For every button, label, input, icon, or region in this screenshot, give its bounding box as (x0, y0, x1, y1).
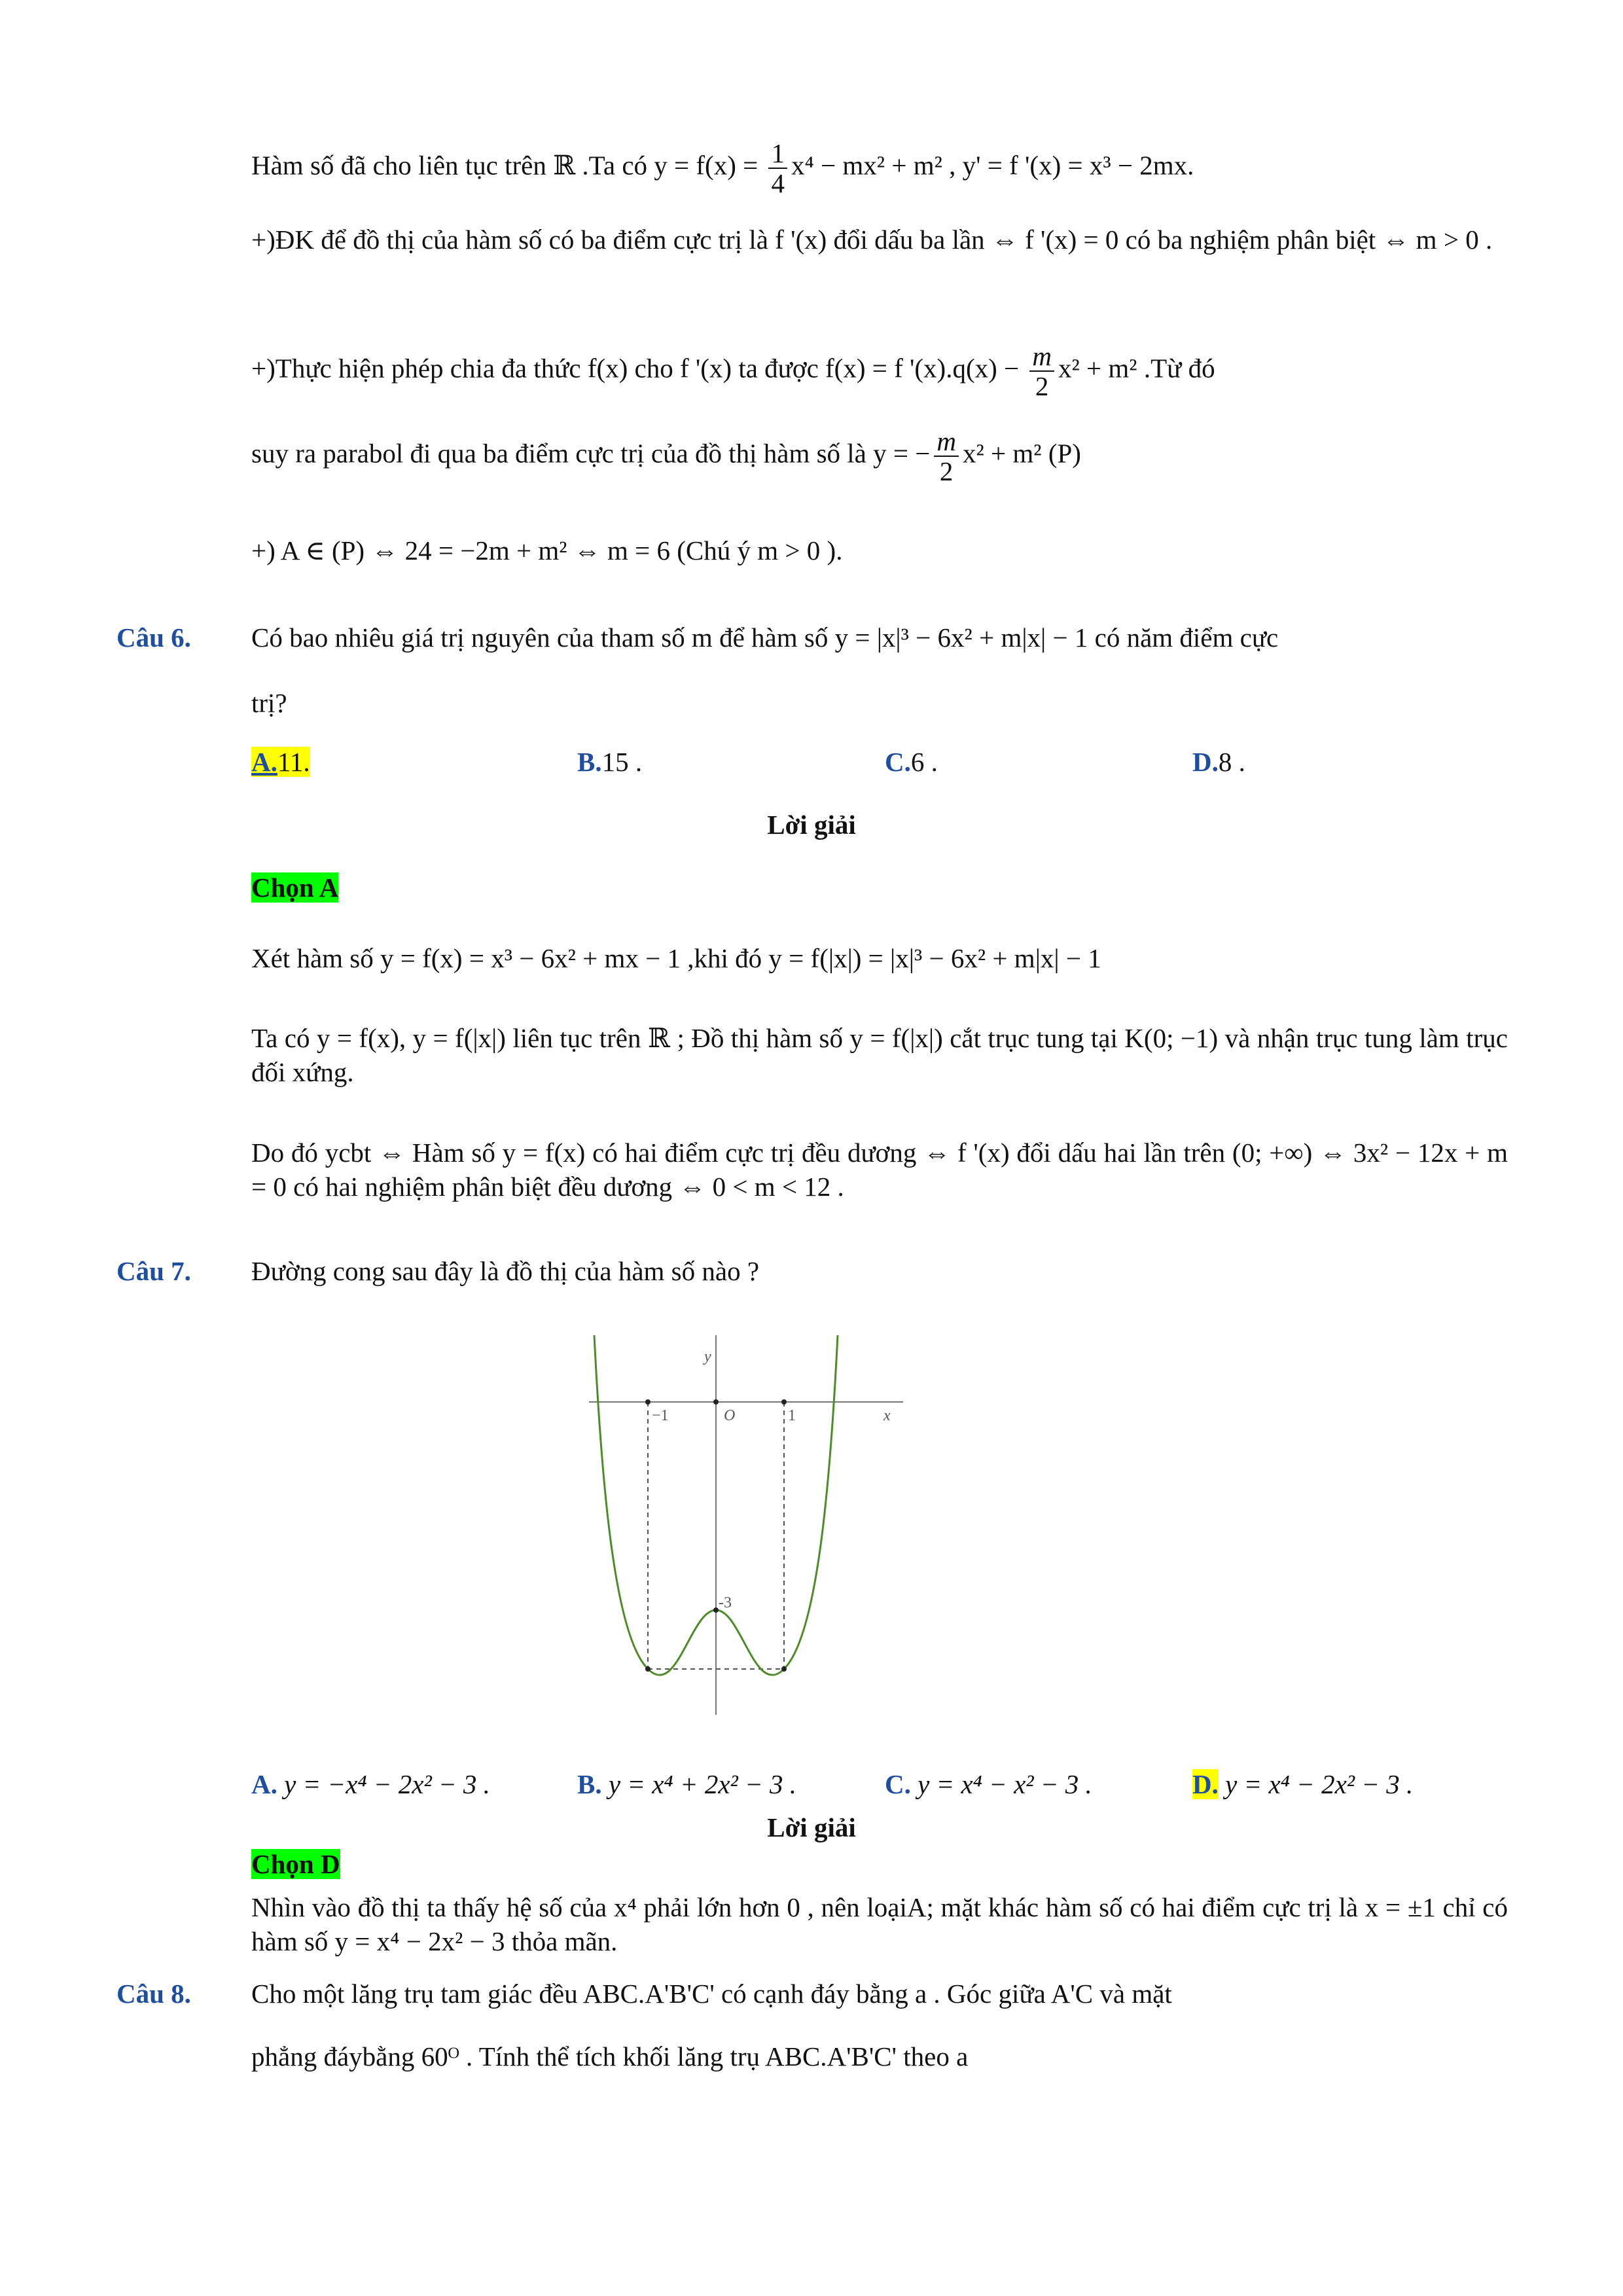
question-7-text: Đường cong sau đây là đồ thị của hàm số nào ? (251, 1256, 760, 1286)
sol5-line1-b: x⁴ − mx² + m² , y' = f '(x) = x³ − 2mx. (791, 150, 1194, 181)
q7-solution-title: Lời giải (767, 1812, 856, 1842)
sol5-line4-a: suy ra parabol đi qua ba điểm cực trị của đồ thị hàm số là y = − (251, 438, 931, 469)
q6-solution-line3: Do đó ycbt ⇔ Hàm số y = f(x) có hai điểm cực trị đều dương ⇔ f '(x) đổi dấu hai lần trên (0; +∞) ⇔ 3x² − 12x + m = 0 có hai nghiệm phân biệt đều dương ⇔ 0 < m < 12 . (251, 1138, 1508, 1202)
q7-option-c[interactable] (885, 1767, 1092, 1801)
fraction-numerator: m (934, 427, 959, 457)
option-c-value: 6 . (910, 747, 938, 777)
option-a-value: 11. (277, 747, 310, 777)
point-x-neg1 (645, 1399, 651, 1405)
fraction-denominator: 2 (1035, 371, 1049, 401)
option-a-value: y = −x⁴ − 2x² − 3 . (284, 1769, 490, 1799)
q6-solution-line2: Ta có y = f(x), y = f(|x|) liên tục trên ℝ ; Đồ thị hàm số y = f(|x|) cắt trục tung tại K(0; −1) và nhận trục tung làm trục đối xứng. (251, 1023, 1508, 1087)
question-6-text-2: trị? (251, 688, 287, 718)
option-b-label: B. (577, 1769, 602, 1799)
chosen-answer-badge: Chọn D (251, 1849, 340, 1879)
q6-solution-line1: Xét hàm số y = f(x) = x³ − 6x² + mx − 1 ,khi đó y = f(|x|) = |x|³ − 6x² + m|x| − 1 (251, 943, 1101, 973)
local-maximum-point (713, 1607, 719, 1613)
sol5-line1 (251, 139, 1194, 198)
option-d-label: D. (1192, 747, 1219, 777)
chosen-answer-badge: Chọn A (251, 872, 339, 903)
point-x-pos1 (781, 1399, 787, 1405)
q7-chosen-answer (251, 1847, 340, 1881)
sol5-line3-a: +)Thực hiện phép chia đa thức f(x) cho f '(x) ta được f(x) = f '(x).q(x) − (251, 353, 1026, 384)
fraction-numerator: m (1029, 342, 1054, 372)
q6-option-d[interactable] (1192, 745, 1245, 779)
x-axis-label: x (883, 1407, 891, 1424)
option-c-label: C. (885, 747, 911, 777)
q7-option-a[interactable] (251, 1767, 490, 1801)
y-axis-label: y (704, 1348, 711, 1365)
q6-option-c[interactable] (885, 745, 938, 779)
q7-option-d[interactable] (1192, 1767, 1413, 1801)
option-d-value: y = x⁴ − 2x² − 3 . (1225, 1769, 1414, 1799)
q6-chosen-answer (251, 870, 338, 905)
tick-label-neg3: -3 (719, 1594, 732, 1611)
tick-label-neg1: −1 (652, 1407, 669, 1424)
fraction-denominator: 2 (939, 456, 954, 486)
question-7-label: Câu 7. (116, 1256, 191, 1286)
minimum-point-right (781, 1666, 787, 1672)
sol5-line4-b: x² + m² (P) (962, 438, 1081, 469)
option-a-label: A. (251, 747, 277, 777)
sol5-line4 (251, 427, 1081, 486)
option-b-label: B. (577, 747, 602, 777)
q6-solution-title: Lời giải (767, 810, 856, 840)
q7-solution-line1: Nhìn vào đồ thị ta thấy hệ số của x⁴ phải lớn hơn 0 , nên loạiA; mặt khác hàm số có hai điểm cực trị là x = ±1 chỉ có hàm số y = x⁴ − 2x² − 3 thỏa mãn. (251, 1892, 1508, 1956)
option-a-label: A. (251, 1769, 277, 1799)
fraction (934, 427, 959, 486)
option-c-label: C. (885, 1769, 911, 1799)
question-6-label: Câu 6. (116, 622, 191, 653)
sol5-line5: +) A ∈ (P) ⇔ 24 = −2m + m² ⇔ m = 6 (Chú ý m > 0 ). (251, 535, 843, 565)
origin-label: O (724, 1407, 736, 1424)
question-8-text: Cho một lăng trụ tam giác đều ABC.A'B'C' có cạnh đáy bằng a . Góc giữa A'C và mặt (251, 1979, 1172, 2009)
q6-option-a[interactable] (251, 745, 310, 779)
sol5-line3 (251, 342, 1215, 401)
question-8-label: Câu 8. (116, 1979, 191, 2009)
q7-option-b[interactable] (577, 1767, 796, 1801)
option-b-value: 15 . (601, 747, 643, 777)
fraction-denominator: 4 (771, 168, 785, 198)
minimum-point-left (645, 1666, 651, 1672)
q6-option-b[interactable] (577, 745, 642, 779)
tick-label-pos1: 1 (788, 1407, 796, 1424)
option-b-value: y = x⁴ + 2x² − 3 . (608, 1769, 796, 1799)
origin-point (713, 1399, 719, 1405)
function-graph (576, 1322, 916, 1728)
option-c-value: y = x⁴ − x² − 3 . (918, 1769, 1092, 1799)
question-6-text: Có bao nhiêu giá trị nguyên của tham số m để hàm số y = |x|³ − 6x² + m|x| − 1 có năm điểm cực (251, 622, 1279, 653)
fraction (768, 139, 787, 198)
option-d-value: 8 . (1218, 747, 1245, 777)
question-8-text-2: phẳng đáybằng 60ᴼ . Tính thể tích khối lăng trụ ABC.A'B'C' theo a (251, 2041, 969, 2072)
sol5-line3-b: x² + m² .Từ đó (1058, 353, 1215, 384)
fraction-numerator: 1 (768, 139, 787, 169)
fraction (1029, 342, 1054, 401)
sol5-line2: +)ĐK để đồ thị của hàm số có ba điểm cực trị là f '(x) đổi dấu ba lần ⇔ f '(x) = 0 có ba nghiệm phân biệt ⇔ m > 0 . (251, 224, 1493, 255)
option-d-label: D. (1192, 1769, 1219, 1799)
sol5-line1-a: Hàm số đã cho liên tục trên ℝ .Ta có y = f(x) = (251, 150, 765, 181)
